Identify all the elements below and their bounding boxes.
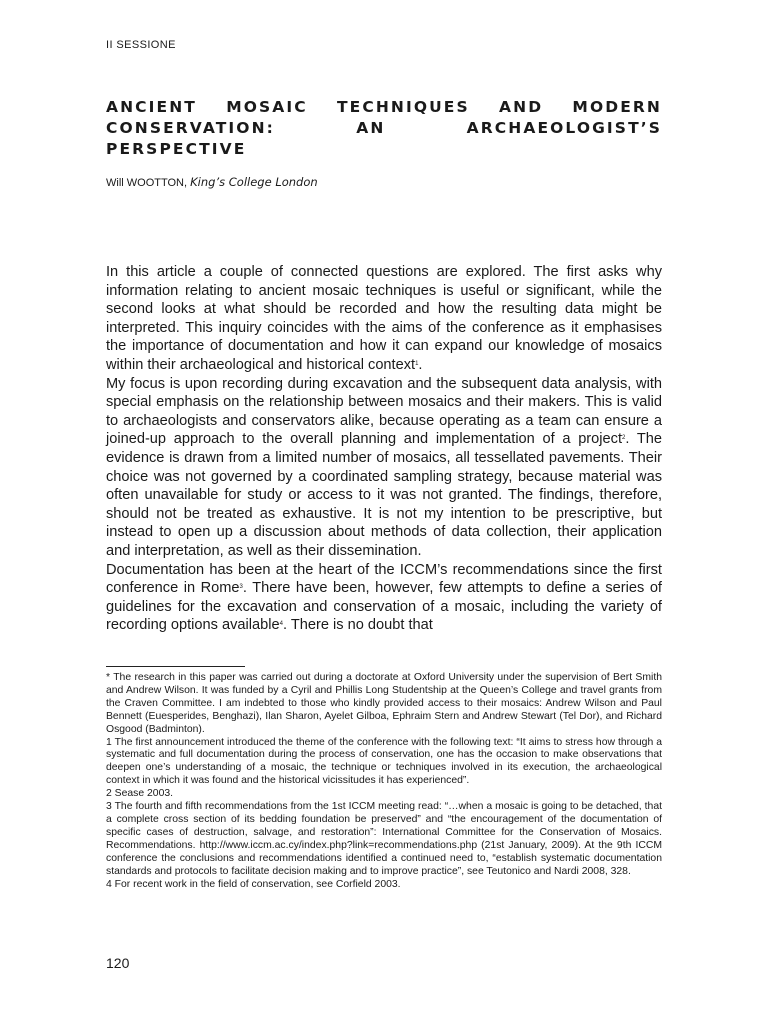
p2-text-b: . The evidence is drawn from a limited number of mosaics, all tessellated pavements. Their choice was not governed by a coordinated sampling strategy, because material was often unavailable for study or access to it was not granted. The findings, therefore, should not be treated as exhaustive. It is not my intention to be prescriptive, but instead to open up a discussion about methods of data collection, their application and interpretation, as well as their dissemination. [106,431,662,559]
title-line-1: ANCIENT MOSAIC TECHNIQUES AND MODERN [106,98,662,116]
p1-end: . [418,356,423,373]
p3-text-c: . There is no doubt that [282,617,433,634]
author-affiliation: King’s College London [190,175,318,189]
footnote-3: 3 The fourth and fifth recommendations from the 1st ICCM meeting read: “…when a mosaic is going to be detached, that a complete cross section of its bedding foundation be preserved” and “the encouragement of the documentation of specific cases of destruction, salvage, and restoration”: International Committee for the Conservation of Mosaics. Recommendations. http://www.iccm.ac.cy/index.php?link=recommendations.php (21st January, 2009). At the 9th ICCM conference the conclusions and recommendations identified a continued need to, “establish systematic documentation standards and protocols to facilitate decision making and to improve practice”, see Teutonico and Nardi 2008, 328. [106,801,662,877]
paragraph-2 [106,375,662,561]
p3-text-b: . There have been, however, few attempts to define a series of guidelines for the excavation and conservation of a mosaic, including the variety of recording options available [106,580,662,634]
article-title [106,97,662,160]
body-text [106,263,662,635]
paragraph-1 [106,263,662,375]
footnote-ref-2: 2 [622,435,626,442]
footnote-1: 1 The first announcement introduced the theme of the conference with the following text: “It aims to stress how through a systematic and full documentation during the process of conservation, one has the occasion to make observations that deepen one’s understanding of a mosaic, the technique or techniques involved in its execution, the archaeological context in which it was found and the historical vicissitudes it has experienced”. [106,736,662,787]
footnote-4: 4 For recent work in the field of conservation, see Corfield 2003. [106,878,401,890]
author-line [106,175,318,189]
footnote-divider [106,666,245,667]
page-number: 120 [106,955,130,971]
p2-text-a: My focus is upon recording during excavation and the subsequent data analysis, with special emphasis on the relationship between mosaics and their makers. This is valid to archaeologists and conservators alike, because operating as a team can ensure a joined-up approach to the overall planning and implementation of a project [106,375,662,448]
p3-text-a: Documentation has been at the heart of the ICCM’s recommendations since the first conference in Rome [106,561,662,597]
author-name: Will WOOTTON, [106,177,191,189]
footnote-ref-4: 4 [279,621,283,628]
p1-text: In this article a couple of connected questions are explored. The first asks why information relating to ancient mosaic techniques is useful or significant, while the second looks at what should be recorded and how the resulting data might be interpreted. This inquiry coincides with the aims of the conference as it emphasises the importance of documentation and how it can expand our knowledge of mosaics within their archaeological and historical context [106,264,662,373]
session-header: II SESSIONE [106,39,176,51]
footnotes [106,672,662,891]
footnote-ref-3: 3 [239,584,243,591]
footnote-ref-1: 1 [415,360,419,367]
footnote-star: * The research in this paper was carried out during a doctorate at Oxford University under the supervision of Bert Smith and Andrew Wilson. It was funded by a Cyril and Phillis Long Studentship at the Queen’s College and travel grants from the Craven Committee. I am indebted to those who kindly provided access to their mosaics: Andrew Wilson and Paul Bennett (Euesperides, Benghazi), Ilan Sharon, Ayelet Gilboa, Ephraim Stern and Andrew Stewart (Tel Dor), and Richard Osgood (Badminton). [106,672,662,735]
footnote-2: 2 Sease 2003. [106,788,174,800]
paragraph-3 [106,561,662,635]
title-line-2: CONSERVATION: AN ARCHAEOLOGIST’S PERSPECTIVE [106,119,662,158]
